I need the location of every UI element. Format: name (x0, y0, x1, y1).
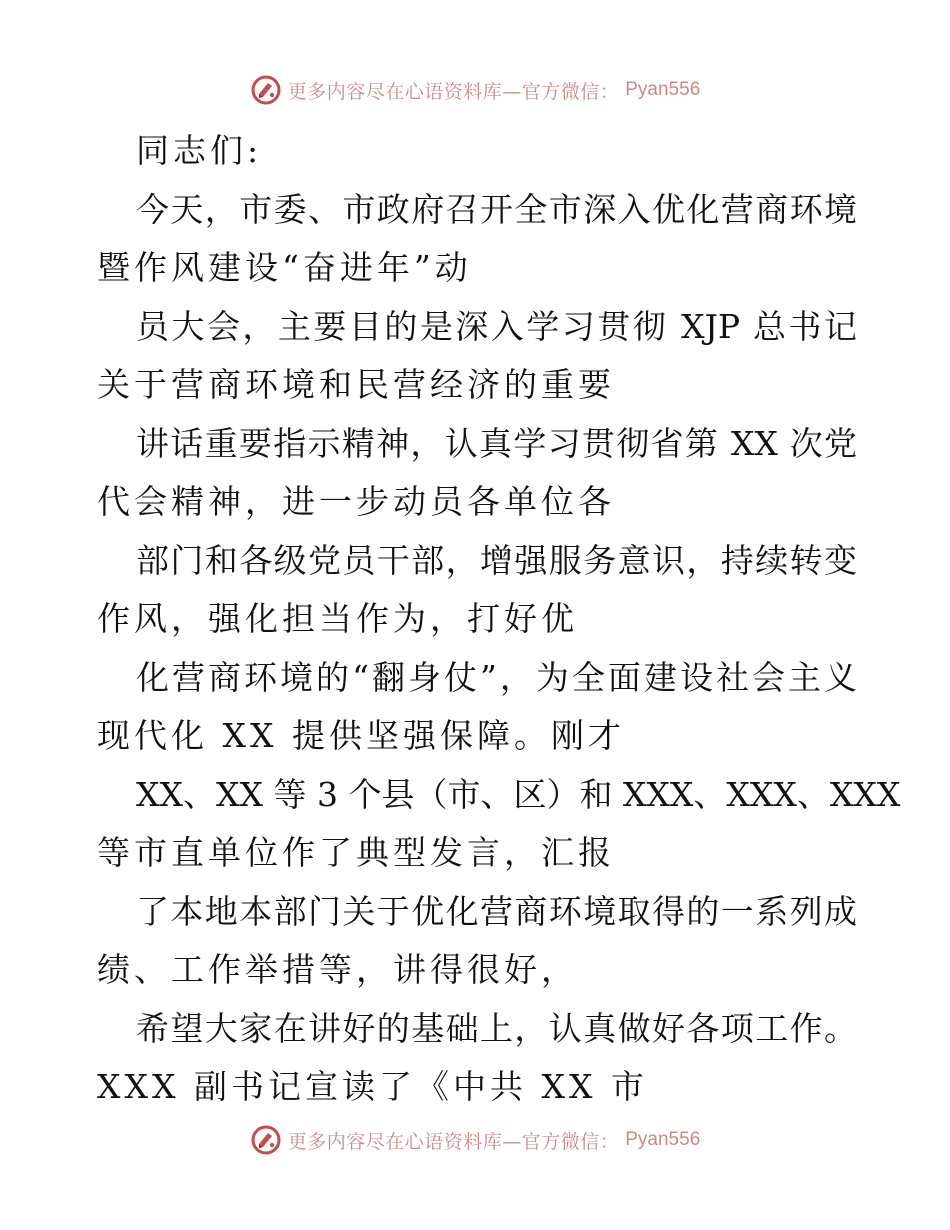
text-line: 现代化 XX 提供坚强保障。刚才 (97, 716, 625, 755)
text-line: 作风，强化担当作为，打好优 (97, 599, 578, 638)
text-line: XX、XX 等 3 个县（市、区）和 XXX、XXX、XXX (136, 774, 901, 814)
text-line: 讲话重要指示精神，认真学习贯彻省第 XX 次党 (136, 423, 857, 463)
text-line: 等市直单位作了典型发言，汇报 (97, 833, 615, 872)
header-watermark (0, 70, 950, 110)
watermark-wechat-id: Pyan556 (625, 79, 701, 100)
text-line: 代会精神，进一步动员各单位各 (97, 482, 615, 521)
brand-logo-icon (250, 1124, 282, 1156)
text-line: 同志们: (136, 131, 263, 170)
text-line: 暨作风建设“奋进年”动 (97, 248, 472, 287)
text-line: 化营商环境的“翻身仗”，为全面建设社会主义 (136, 657, 857, 697)
speech-body (97, 122, 901, 1117)
text-line: 部门和各级党员干部，增强服务意识，持续转变 (136, 540, 857, 580)
brand-logo-icon (250, 74, 282, 106)
footer-watermark (0, 1120, 950, 1160)
watermark-wechat-id: Pyan556 (625, 1129, 701, 1150)
text-line: 希望大家在讲好的基础上，认真做好各项工作。 (136, 1008, 857, 1048)
watermark-text: 更多内容尽在心语资料库—官方微信： (287, 80, 620, 103)
text-line: 员大会，主要目的是深入学习贯彻 XJP 总书记 (136, 306, 857, 346)
text-line: 了本地本部门关于优化营商环境取得的一系列成 (136, 891, 857, 931)
text-line: 今天，市委、市政府召开全市深入优化营商环境 (136, 189, 857, 229)
text-line: 绩、工作举措等，讲得很好， (97, 950, 578, 989)
text-line: XXX 副书记宣读了《中共 XX 市 (97, 1067, 648, 1106)
text-line: 关于营商环境和民营经济的重要 (97, 365, 615, 404)
watermark-text: 更多内容尽在心语资料库—官方微信： (287, 1130, 620, 1153)
